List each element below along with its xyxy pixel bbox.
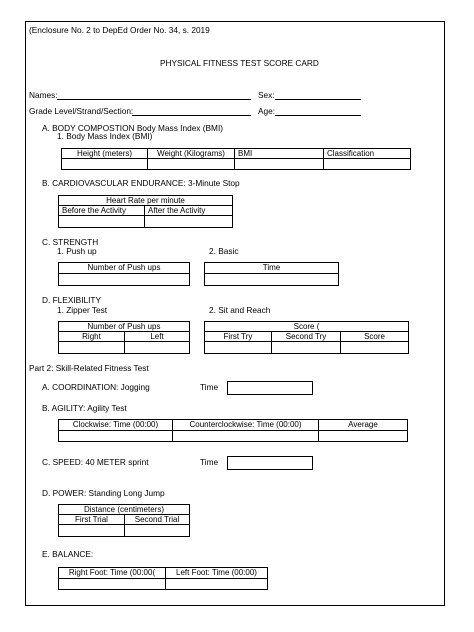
- power-cell-first[interactable]: [59, 525, 125, 537]
- bmi-cell-height[interactable]: [62, 159, 148, 170]
- sit-reach-cell-first[interactable]: [205, 342, 272, 354]
- age-field[interactable]: [275, 115, 361, 116]
- bmi-col-classification: Classification: [324, 149, 411, 159]
- bmi-cell-classification[interactable]: [324, 159, 411, 170]
- agility-heading: B. AGILITY: Agility Test: [42, 403, 127, 413]
- coordination-heading: A. COORDINATION: Jogging: [42, 382, 150, 392]
- sex-label: Sex:: [258, 90, 275, 100]
- agility-cell-counterclockwise[interactable]: [173, 431, 319, 442]
- bmi-cell-bmi[interactable]: [235, 159, 324, 170]
- names-label: Names:: [29, 90, 58, 100]
- push-up-cell-count[interactable]: [59, 274, 190, 286]
- power-col-first: First Trial: [59, 515, 125, 525]
- sit-reach-col-score: Score: [341, 332, 409, 342]
- bmi-cell-weight[interactable]: [148, 159, 235, 170]
- sit-reach-cell-score[interactable]: [341, 342, 409, 354]
- power-group-header: Distance (centimeters): [59, 505, 190, 515]
- coordination-time-label: Time: [200, 382, 219, 392]
- balance-cell-left-foot[interactable]: [166, 579, 268, 590]
- speed-time-input[interactable]: [227, 456, 313, 470]
- balance-col-left-foot: Left Foot: Time (00:00): [166, 568, 268, 579]
- section-c-subheading-pushup: 1. Push up: [57, 246, 97, 256]
- zipper-cell-left[interactable]: [125, 342, 190, 354]
- speed-time-label: Time: [200, 457, 219, 467]
- grade-label: Grade Level/Strand/Section:: [29, 106, 134, 116]
- heart-rate-col-after: After the Activity: [145, 206, 233, 216]
- section-c-heading: C. STRENGTH: [42, 237, 99, 247]
- zipper-table: [58, 321, 190, 354]
- power-col-second: Second Trial: [125, 515, 190, 525]
- agility-col-clockwise: Clockwise: Time (00:00): [59, 420, 173, 431]
- basic-col-time: Time: [205, 263, 339, 274]
- zipper-col-right: Right: [59, 332, 125, 342]
- grade-field[interactable]: [132, 115, 251, 116]
- heart-rate-cell-after[interactable]: [145, 216, 233, 228]
- sit-reach-col-second: Second Try: [272, 332, 341, 342]
- speed-heading: C. SPEED: 40 METER sprint: [42, 457, 149, 467]
- section-a-subheading: 1. Body Mass Index (BMI): [57, 131, 153, 141]
- power-cell-second[interactable]: [125, 525, 190, 537]
- power-table: [58, 504, 190, 537]
- sit-reach-cell-second[interactable]: [272, 342, 341, 354]
- heart-rate-cell-before[interactable]: [59, 216, 145, 228]
- sit-reach-group-header: Score (: [205, 322, 409, 332]
- section-d-subheading-sit-reach: 2. Sit and Reach: [209, 305, 271, 315]
- heart-rate-col-before: Before the Activity: [59, 206, 145, 216]
- heart-rate-table: [58, 195, 233, 228]
- page-title: PHYSICAL FITNESS TEST SCORE CARD: [160, 58, 319, 68]
- section-d-subheading-zipper: 1. Zipper Test: [57, 305, 108, 315]
- balance-heading: E. BALANCE:: [42, 549, 94, 559]
- section-c-subheading-basic: 2. Basic: [209, 246, 239, 256]
- coordination-time-input[interactable]: [227, 381, 313, 395]
- section-b-heading: B. CARDIOVASCULAR ENDURANCE: 3-Minute Stop: [42, 178, 240, 188]
- sex-field[interactable]: [275, 99, 361, 100]
- part2-heading: Part 2: Skill-Related Fitness Test: [29, 363, 149, 373]
- agility-cell-clockwise[interactable]: [59, 431, 173, 442]
- balance-cell-right-foot[interactable]: [59, 579, 166, 590]
- power-heading: D. POWER: Standing Long Jump: [42, 488, 165, 498]
- bmi-col-bmi: BMI: [235, 149, 324, 159]
- basic-cell-time[interactable]: [205, 274, 339, 286]
- bmi-col-weight: Weight (Kilograms): [148, 149, 235, 159]
- push-up-table: [58, 262, 190, 286]
- age-label: Age:: [258, 106, 276, 116]
- bmi-col-height: Height (meters): [62, 149, 148, 159]
- names-field[interactable]: [57, 99, 251, 100]
- agility-col-counterclockwise: Counterclockwise: Time (00:00): [173, 420, 319, 431]
- zipper-group-header: Number of Push ups: [59, 322, 190, 332]
- balance-table: [58, 567, 268, 590]
- section-a-heading: A. BODY COMPOSTION Body Mass Index (BMI): [42, 123, 224, 133]
- push-up-col-count: Number of Push ups: [59, 263, 190, 274]
- basic-table: [204, 262, 339, 286]
- enclosure-note: (Enclosure No. 2 to DepEd Order No. 34, s. 2019: [29, 25, 210, 35]
- zipper-cell-right[interactable]: [59, 342, 125, 354]
- sit-reach-table: [204, 321, 409, 354]
- agility-cell-average[interactable]: [319, 431, 408, 442]
- heart-rate-group-header: Heart Rate per minute: [59, 196, 233, 206]
- bmi-table: [61, 148, 411, 170]
- sit-reach-col-first: First Try: [205, 332, 272, 342]
- balance-col-right-foot: Right Foot: Time (00:00(: [59, 568, 166, 579]
- section-d-heading: D. FLEXIBILITY: [42, 295, 102, 305]
- agility-table: [58, 419, 408, 442]
- agility-col-average: Average: [319, 420, 408, 431]
- zipper-col-left: Left: [125, 332, 190, 342]
